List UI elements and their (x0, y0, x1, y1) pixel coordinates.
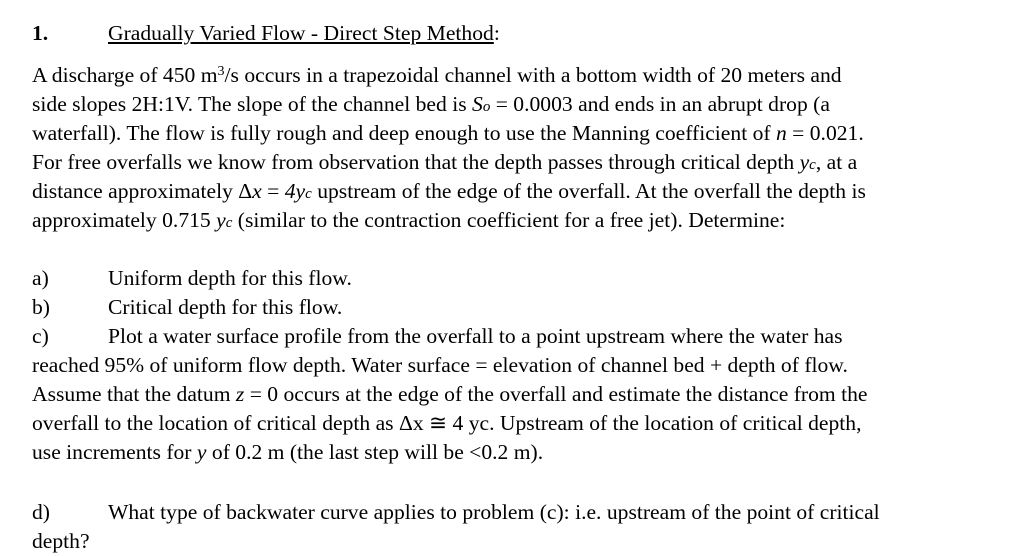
subscript: c (225, 215, 233, 231)
variable: y (799, 150, 810, 174)
part-text: What type of backwater curve applies to problem (c): i.e. upstream of the point of critical (108, 500, 880, 524)
problem-heading (32, 19, 500, 48)
statement-line-1 (32, 61, 1017, 90)
statement-line-4 (32, 148, 1017, 177)
statement-line-5 (32, 177, 1017, 206)
text-run: /s occurs in a trapezoidal channel with a bottom width of 20 meters and (224, 63, 842, 87)
part-c (32, 322, 1017, 351)
statement-line-2 (32, 90, 1017, 119)
part-text: Critical depth for this flow. (108, 295, 343, 319)
text-run: , at a (815, 150, 858, 174)
variable: x (252, 179, 262, 203)
variable: y (216, 208, 226, 232)
text-run: distance approximately Δ (32, 179, 253, 203)
parts-a-c (32, 264, 1017, 467)
problem-title: Gradually Varied Flow - Direct Step Method (108, 21, 494, 45)
problem-number: 1. (32, 21, 49, 45)
text-run: depth? (32, 529, 90, 553)
part-d (32, 498, 1017, 527)
text-run: = 0.0003 and ends in an abrupt drop (a (490, 92, 830, 116)
statement-line-6 (32, 206, 1017, 235)
subscript: o (482, 99, 491, 115)
variable: y (196, 440, 207, 464)
part-d-line-2 (32, 527, 1017, 556)
variable: n (775, 121, 787, 145)
text-run: Assume that the datum (32, 382, 236, 406)
part-c-line-4 (32, 409, 1017, 438)
text-run: upstream of the edge of the overfall. At the overfall the depth is (311, 179, 866, 203)
text-run: waterfall). The flow is fully rough and deep enough to use the Manning coefficient of (32, 121, 776, 145)
text-run: side slopes 2H:1V. The slope of the channel bed is (32, 92, 473, 116)
superscript: 3 (217, 64, 225, 79)
part-text: Plot a water surface profile from the overfall to a point upstream where the water has (108, 324, 843, 348)
part-c-line-3 (32, 380, 1017, 409)
text-run: approximately 0.715 (32, 208, 217, 232)
part-label: b) (32, 295, 50, 319)
part-a (32, 264, 1017, 293)
text-run: overfall to the location of critical depth as Δx ≅ 4 yc. Upstream of the location of critical depth, (32, 411, 862, 435)
part-label: d) (32, 500, 50, 524)
part-text: Uniform depth for this flow. (108, 266, 352, 290)
text-run: A discharge of 450 m (32, 63, 218, 87)
part-d-block (32, 498, 1017, 556)
part-c-line-5 (32, 438, 1017, 467)
part-b (32, 293, 1017, 322)
variable: z (235, 382, 245, 406)
text-run: = 0 occurs at the edge of the overfall and estimate the distance from the (244, 382, 868, 406)
variable: 4y (284, 179, 306, 203)
part-c-line-2 (32, 351, 1017, 380)
text-run: (similar to the contraction coefficient for a free jet). Determine: (232, 208, 786, 232)
text-run: For free overfalls we know from observation that the depth passes through critical depth (32, 150, 800, 174)
problem-statement (32, 61, 1017, 235)
text-run: use increments for (32, 440, 197, 464)
statement-line-3 (32, 119, 1017, 148)
title-colon: : (493, 21, 500, 45)
part-label: c) (32, 324, 49, 348)
variable: S (472, 92, 483, 116)
text-run: = 0.021. (786, 121, 864, 145)
subscript: c (305, 186, 312, 202)
part-label: a) (32, 266, 49, 290)
text-run: of 0.2 m (the last step will be <0.2 m). (206, 440, 544, 464)
text-run: = (261, 179, 285, 203)
subscript: c (809, 157, 816, 173)
text-run: reached 95% of uniform flow depth. Water surface = elevation of channel bed + depth of flow. (32, 353, 848, 377)
